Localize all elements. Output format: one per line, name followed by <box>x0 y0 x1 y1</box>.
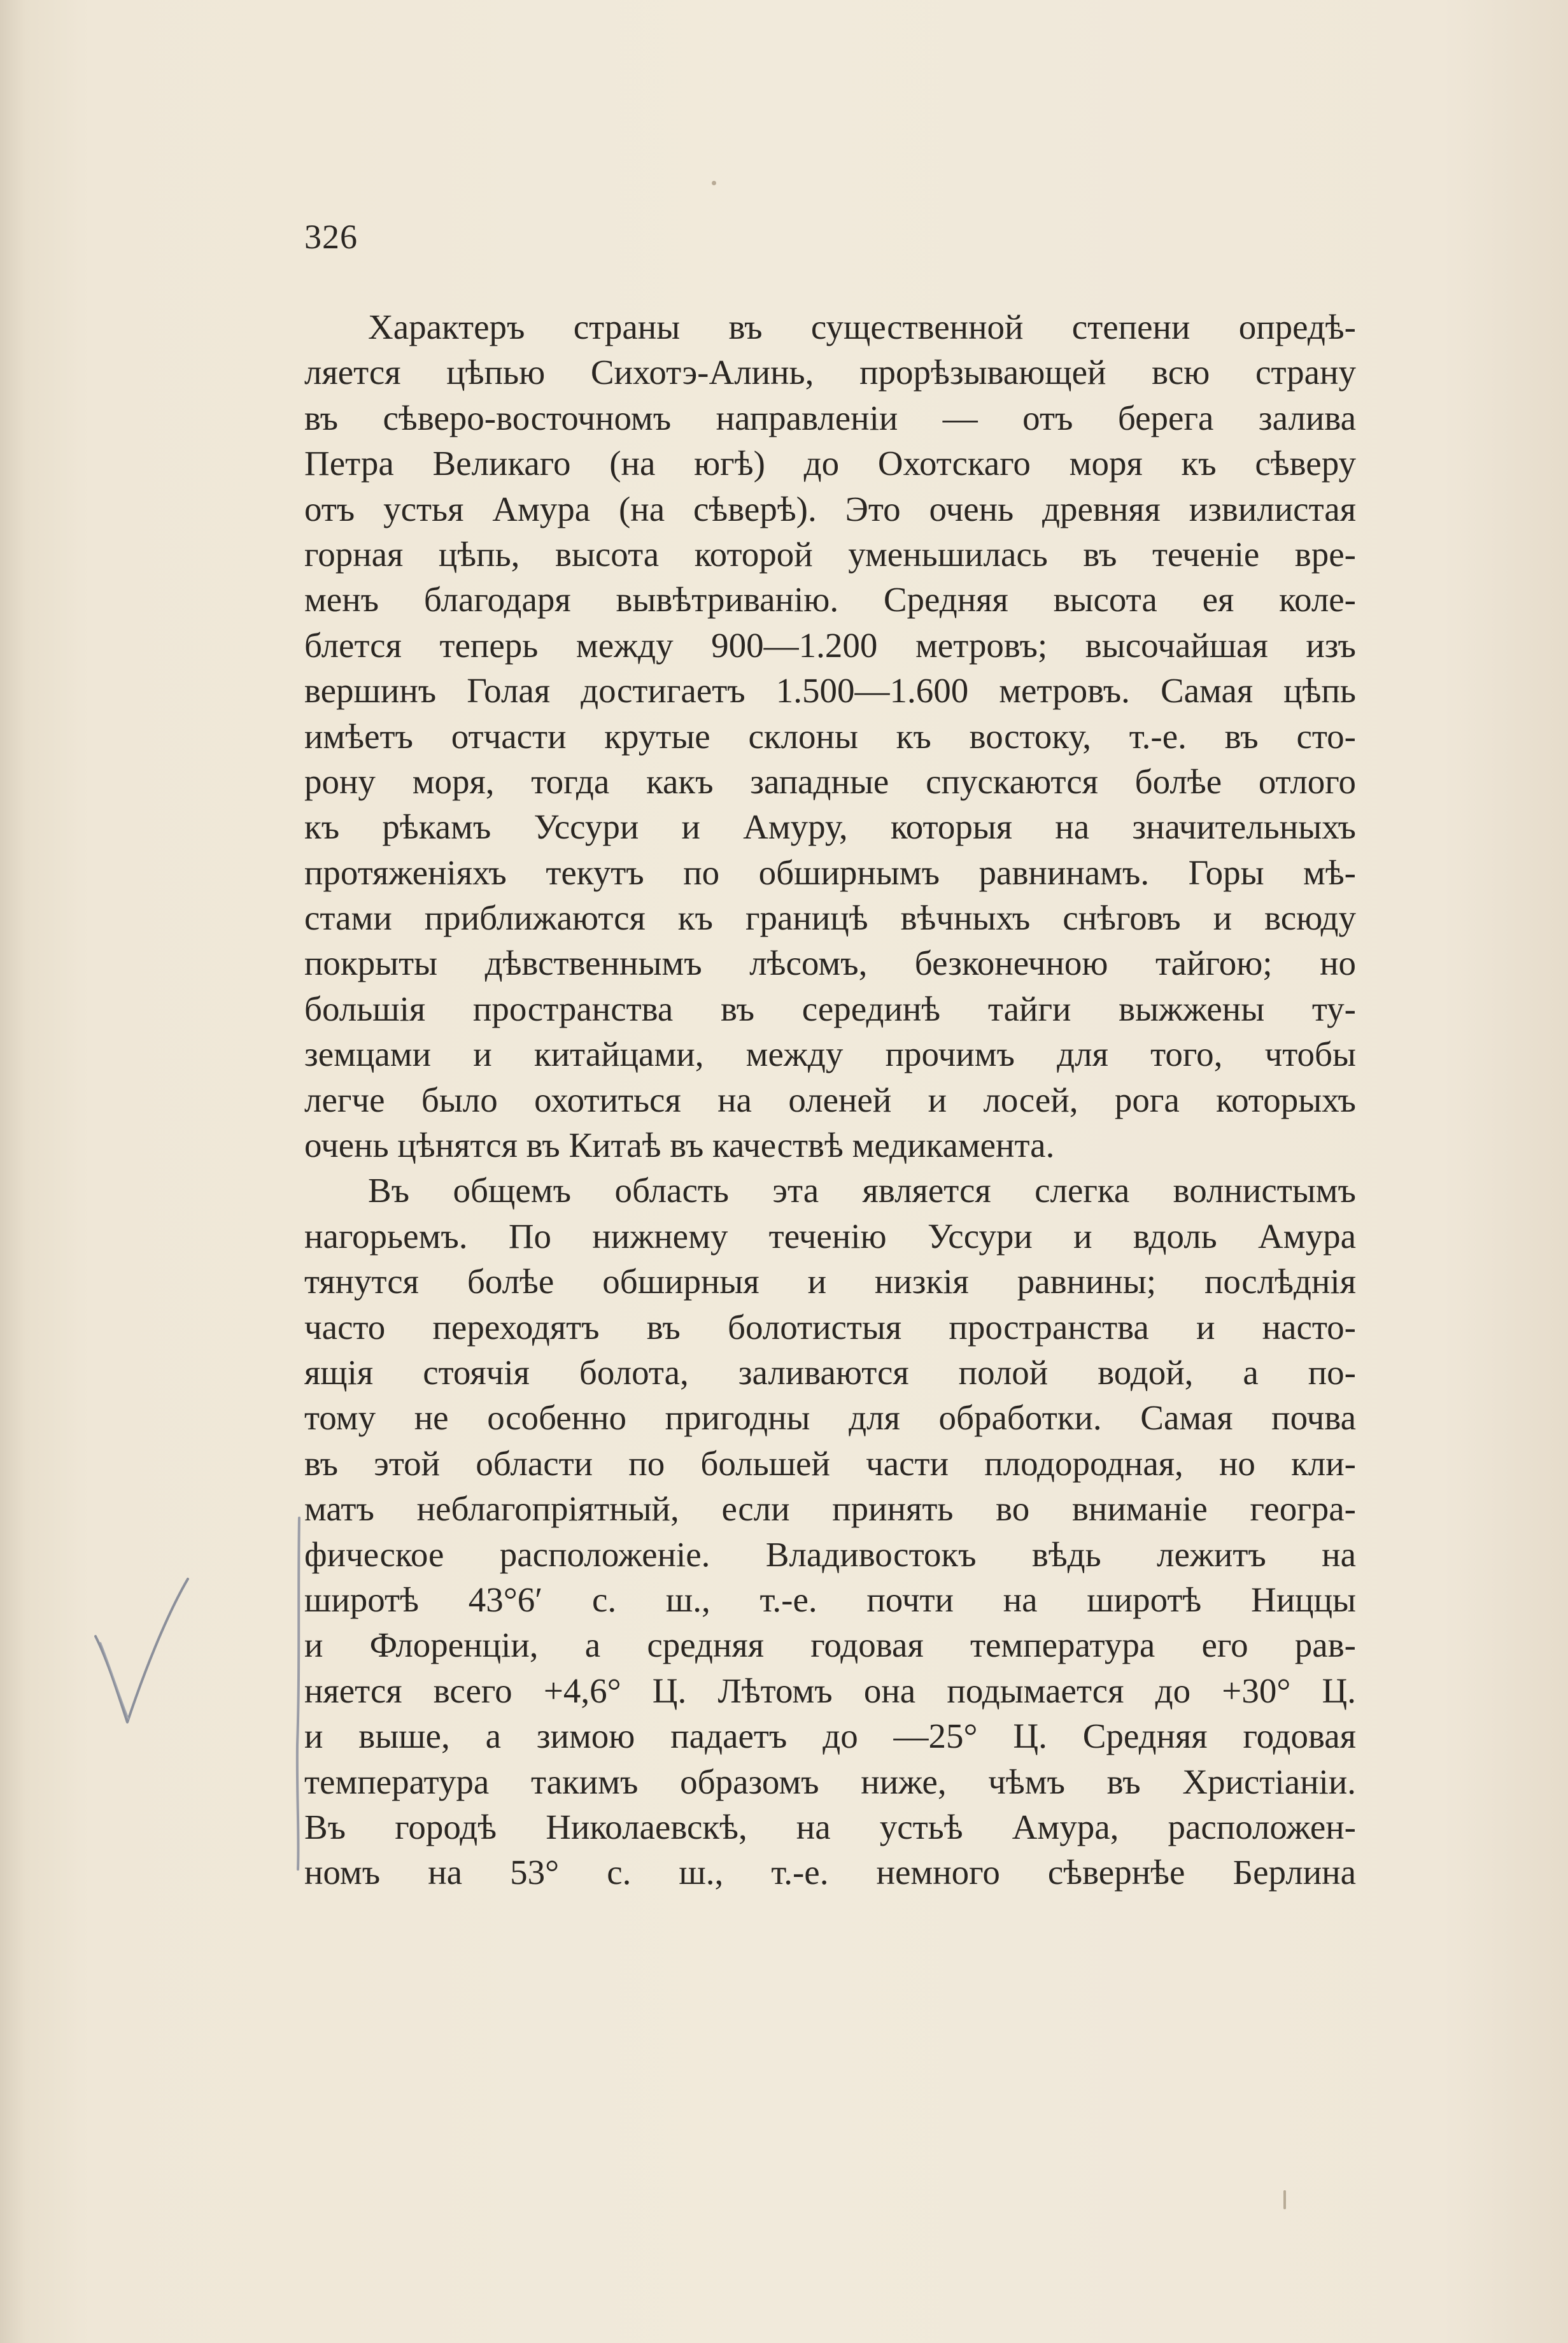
text-line: номъ на 53° с. ш., т.-е. немного сѣвернѣе Берлина <box>304 1853 1356 1892</box>
text-line: земцами и китайцами, между прочимъ для того, чтобы <box>304 1035 1356 1074</box>
text-line: широтѣ 43°6′ с. ш., т.-е. почти на широтѣ Ниццы <box>304 1580 1356 1619</box>
body-text <box>304 304 1356 1895</box>
text-line: протяженіяхъ текутъ по обширнымъ равнинамъ. Горы мѣ- <box>304 853 1356 892</box>
text-line: легче было охотиться на оленей и лосей, рога которыхъ <box>304 1080 1356 1119</box>
text-line: большія пространства въ серединѣ тайги выжжены ту- <box>304 989 1356 1028</box>
text-line: часто переходятъ въ болотистыя пространства и насто- <box>304 1307 1356 1347</box>
text-line: Въ общемъ область эта является слегка волнистымъ <box>368 1171 1356 1210</box>
text-line: покрыты дѣвственнымъ лѣсомъ, безконечною тайгою; но <box>304 944 1356 983</box>
text-line: вершинъ Голая достигаетъ 1.500—1.600 метровъ. Самая цѣпь <box>304 671 1356 711</box>
text-line: горная цѣпь, высота которой уменьшилась въ теченіе вре- <box>304 534 1356 574</box>
text-line: къ рѣкамъ Уссури и Амуру, которыя на значительныхъ <box>304 807 1356 847</box>
text-line: въ сѣверо-восточномъ направленіи — отъ берега залива <box>304 398 1356 437</box>
text-line: тянутся болѣе обширныя и низкія равнины; послѣднія <box>304 1262 1356 1301</box>
paper-speck <box>712 181 716 185</box>
text-line: очень цѣнятся въ Китаѣ въ качествѣ медикамента. <box>304 1126 1055 1165</box>
text-line: ляется цѣпью Сихотэ-Алинь, прорѣзывающей всю страну <box>304 353 1356 392</box>
text-line: и выше, а зимою падаетъ до —25° Ц. Средняя годовая <box>304 1717 1356 1756</box>
text-line: тому не особенно пригодны для обработки. Самая почва <box>304 1398 1356 1438</box>
text-line: Характеръ страны въ существенной степени опредѣ- <box>368 308 1356 346</box>
text-line: стами приближаются къ границѣ вѣчныхъ снѣговъ и всюду <box>304 898 1356 938</box>
text-line: матъ неблагопріятный, если принять во вниманіе геогра- <box>304 1489 1356 1529</box>
pencil-check-mark <box>83 1566 197 1732</box>
text-line: ящія стоячія болота, заливаются полой водой, а по- <box>304 1352 1356 1392</box>
text-line: отъ устья Амура (на сѣверѣ). Это очень древняя извилистая <box>304 489 1356 528</box>
paragraph-2 <box>304 1168 1356 1895</box>
paragraph-1 <box>304 304 1356 1168</box>
text-line: няется всего +4,6° Ц. Лѣтомъ она подымается до +30° Ц. <box>304 1671 1356 1710</box>
text-line: въ этой области по большей части плодородная, но кли- <box>304 1443 1356 1483</box>
page-number: 326 <box>304 218 358 256</box>
text-line: температура такимъ образомъ ниже, чѣмъ въ Христіаніи. <box>304 1762 1356 1801</box>
paper-speck <box>1283 2190 1286 2209</box>
text-line: Петра Великаго (на югѣ) до Охотскаго моря къ сѣверу <box>304 444 1356 483</box>
text-line: имѣетъ отчасти крутые склоны къ востоку, т.-е. въ сто- <box>304 716 1356 756</box>
pencil-margin-line <box>294 1515 303 1872</box>
text-line: менъ благодаря вывѣтриванію. Средняя высота ея коле- <box>304 580 1356 619</box>
text-line: блется теперь между 900—1.200 метровъ; высочайшая изъ <box>304 625 1356 665</box>
text-line: фическое расположеніе. Владивостокъ вѣдь лежитъ на <box>304 1534 1356 1574</box>
text-line: рону моря, тогда какъ западные спускаются болѣе отлого <box>304 761 1356 801</box>
text-line: и Флоренціи, а средняя годовая температура его рав- <box>304 1625 1356 1665</box>
text-line: нагорьемъ. По нижнему теченію Уссури и вдоль Амура <box>304 1216 1356 1256</box>
text-line: Въ городѣ Николаевскѣ, на устьѣ Амура, расположен- <box>304 1807 1356 1846</box>
